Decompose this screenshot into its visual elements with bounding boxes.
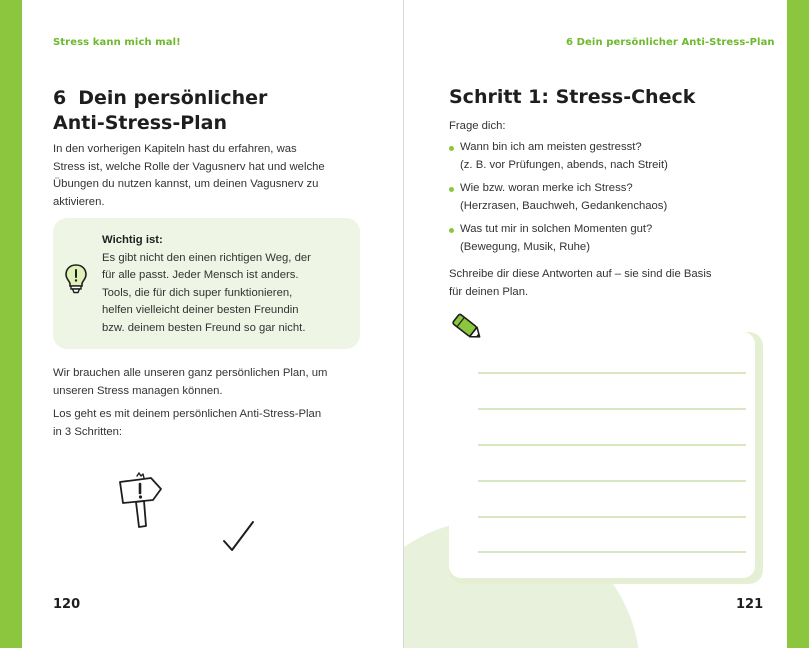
tip-text <box>102 232 352 337</box>
text-line: Los geht es mit deinem persönlichen Anti-Stress-Plan <box>53 408 322 420</box>
writing-line <box>478 516 746 518</box>
text-line: aktivieren. <box>53 195 105 208</box>
text-line: helfen vielleicht deiner besten Freundin <box>102 304 299 316</box>
question-text: Wann bin ich am meisten gestresst? <box>460 141 642 153</box>
text-line: für deinen Plan. <box>449 285 529 298</box>
bullet-dot <box>449 187 454 192</box>
writing-line <box>478 408 746 410</box>
text-line: In den vorherigen Kapiteln hast du erfahren, was <box>53 143 297 155</box>
text-line: Schreibe dir diese Antworten auf – sie sind die Basis <box>449 268 712 280</box>
text-line: bzw. deinem besten Freund so gar nicht. <box>102 321 306 334</box>
left-accent-bar <box>0 0 22 648</box>
closing-paragraph <box>449 266 769 301</box>
bullet-dot <box>449 146 454 151</box>
page-number-right: 121 <box>736 597 764 612</box>
writing-box <box>449 332 755 578</box>
page-number-left: 120 <box>53 597 81 612</box>
chapter-title-line2: Anti-Stress-Plan <box>53 112 228 134</box>
right-accent-bar <box>787 0 809 648</box>
paragraph-steps <box>53 406 373 441</box>
paragraph-plan <box>53 365 373 400</box>
text-line: Tools, die für dich super funktionieren, <box>102 286 293 299</box>
list-item <box>449 221 739 256</box>
book-spine <box>403 0 404 648</box>
question-text: Wie bzw. woran merke ich Stress? <box>460 182 633 194</box>
text-line: Übungen du nutzen kannst, um deinen Vagusnerv zu <box>53 178 319 190</box>
signpost-icon <box>115 472 165 530</box>
text-line: in 3 Schritten: <box>53 425 123 438</box>
prompt-text: Frage dich: <box>449 120 506 132</box>
text-line: Es gibt nicht den einen richtigen Weg, der <box>102 251 311 264</box>
bullet-dot <box>449 228 454 233</box>
running-head-right: 6 Dein persönlicher Anti-Stress-Plan <box>566 37 775 48</box>
text-line: für alle passt. Jeder Mensch ist anders. <box>102 269 299 281</box>
writing-line <box>478 480 746 482</box>
question-example: (z. B. vor Prüfungen, abends, nach Streit) <box>460 158 668 171</box>
question-text: Was tut mir in solchen Momenten gut? <box>460 223 653 235</box>
writing-line <box>478 551 746 553</box>
running-head-left: Stress kann mich mal! <box>53 37 181 48</box>
left-page <box>0 0 404 648</box>
chapter-number: 6 <box>53 87 67 109</box>
pencil-icon <box>449 310 485 344</box>
checkmark-icon <box>221 519 257 555</box>
intro-paragraph <box>53 141 373 211</box>
lightbulb-icon <box>64 263 88 295</box>
question-example: (Bewegung, Musik, Ruhe) <box>460 240 590 253</box>
chapter-title <box>53 86 373 136</box>
step-title: Schritt 1: Stress-Check <box>449 86 696 108</box>
writing-line <box>478 372 746 374</box>
chapter-title-line1: Dein persönlicher <box>78 87 268 109</box>
question-list <box>449 139 739 262</box>
text-line: unseren Stress managen können. <box>53 384 223 397</box>
list-item <box>449 180 739 215</box>
text-line: Wir brauchen alle unseren ganz persönlichen Plan, um <box>53 367 328 379</box>
question-example: (Herzrasen, Bauchweh, Gedankenchaos) <box>460 199 668 212</box>
text-line: Stress ist, welche Rolle der Vagusnerv hat und welche <box>53 160 325 173</box>
tip-heading: Wichtig ist: <box>102 234 163 246</box>
list-item <box>449 139 739 174</box>
writing-line <box>478 444 746 446</box>
